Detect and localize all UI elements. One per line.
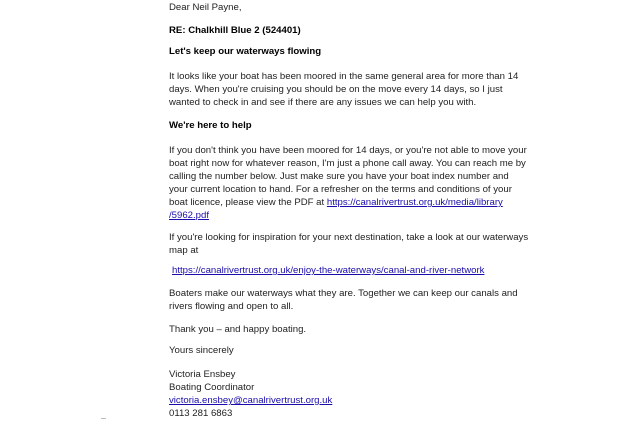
heading-keep-flowing: Let's keep our waterways flowing: [169, 46, 322, 57]
paragraph-line: rivers flowing and open to all.: [169, 301, 294, 312]
paragraph-line: days. When you're cruising you should be on the move every 14 days, so I just: [169, 84, 503, 95]
paragraph-line: boat right now for whatever reason, I'm just a phone call away. You can reach me by: [169, 158, 526, 169]
paragraph-line: It looks like your boat has been moored in the same general area for more than 14: [169, 71, 519, 82]
paragraph-line: [172, 265, 484, 277]
paragraph-line: [169, 395, 332, 407]
thanks-line: Thank you – and happy boating.: [169, 324, 307, 335]
pdf-link[interactable]: https://canalrivertrust.org.uk/media/library: [326, 197, 503, 208]
paragraph-line: map at: [169, 245, 199, 256]
waterways-map-link[interactable]: https://canalrivertrust.org.uk/enjoy-the-waterways/canal-and-river-network: [172, 265, 485, 276]
paragraph-line: your current location to hand. For a refresher on the terms and conditions of your: [169, 184, 512, 195]
paragraph-line: wanted to check in and see if there are any issues we can help you with.: [169, 97, 477, 108]
paragraph-line: [169, 197, 503, 209]
signature-phone: 0113 281 6863: [169, 408, 233, 419]
signature-name: Victoria Ensbey: [169, 369, 236, 380]
heading-here-to-help: We're here to help: [169, 120, 252, 131]
paragraph-line: [169, 210, 209, 222]
paragraph-line: calling the number below. Just make sure you have your boat index number and: [169, 171, 509, 182]
paragraph-line: If you don't think you have been moored for 14 days, or you're not able to move your: [169, 145, 527, 156]
pdf-link-continued[interactable]: /5962.pdf: [169, 210, 210, 221]
paragraph-line: If you're looking for inspiration for your next destination, take a look at our waterways: [169, 232, 529, 243]
page-corner-mark: [101, 418, 106, 419]
paragraph-line: Boaters make our waterways what they are. Together we can keep our canals and: [169, 288, 518, 299]
greeting: Dear Neil Payne,: [169, 2, 242, 13]
signature-title: Boating Coordinator: [169, 382, 255, 393]
paragraph-text: boat licence, please view the PDF at: [169, 197, 327, 208]
reference-line: RE: Chalkhill Blue 2 (524401): [169, 25, 301, 36]
signature-email-link[interactable]: victoria.ensbey@canalrivertrust.org.uk: [169, 395, 333, 406]
signoff: Yours sincerely: [169, 345, 234, 356]
